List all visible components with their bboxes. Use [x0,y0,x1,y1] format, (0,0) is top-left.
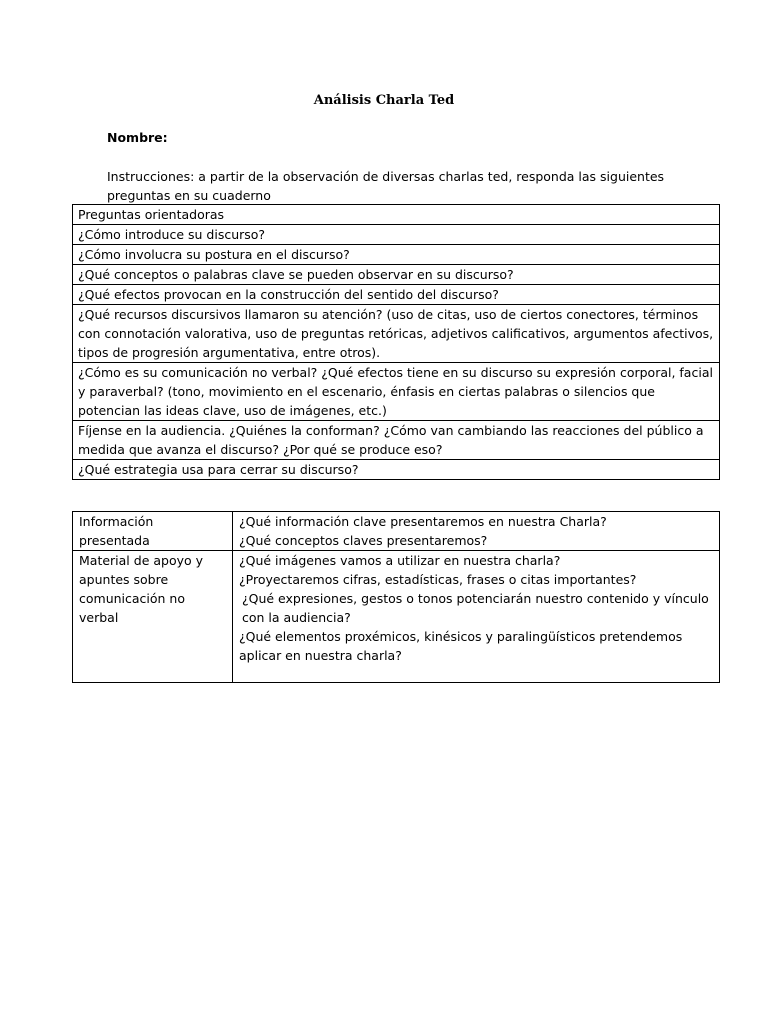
question-cell: ¿Qué recursos discursivos llamaron su atención? (uso de citas, uso de ciertos conectores, términos con connotación valorativa, uso de preguntas retóricas, adjetivos calificativos, argumentos afectivos, tipos de progresión argumentativa, entre otros). [73,305,720,363]
instructions-text: Instrucciones: a partir de la observación de diversas charlas ted, responda las siguientes preguntas en su cuaderno [107,169,665,203]
table-row [73,551,720,683]
question-line: ¿Proyectaremos cifras, estadísticas, frases o citas importantes? [239,572,637,587]
question-line: ¿Qué elementos proxémicos, kinésicos y paralingüísticos pretendemos aplicar en nuestra charla? [239,629,683,663]
table-row [73,265,720,285]
table-row [73,421,720,460]
row-label-cell: Material de apoyo y apuntes sobre comunicación no verbal [73,551,233,683]
question-line: ¿Qué conceptos claves presentaremos? [239,533,488,548]
question-cell: ¿Qué estrategia usa para cerrar su discurso? [73,460,720,480]
question-cell: ¿Cómo es su comunicación no verbal? ¿Qué efectos tiene en su discurso su expresión corporal, facial y paraverbal? (tono, movimiento en el escenario, énfasis en ciertas palabras o silencios que potencian las ideas clave, uso de imágenes, etc.) [73,363,720,421]
name-label: Nombre: [107,130,168,145]
questions-cell [233,512,720,551]
table-row [73,363,720,421]
table-header-cell: Preguntas orientadoras [73,205,720,225]
row-label-cell: Información presentada [73,512,233,551]
questions-cell [233,551,720,683]
question-line: ¿Qué información clave presentaremos en nuestra Charla? [239,514,607,529]
question-cell: ¿Cómo involucra su postura en el discurso? [73,245,720,265]
talk-planning-table [72,511,720,683]
table-row [73,305,720,363]
question-cell: ¿Qué conceptos o palabras clave se pueden observar en su discurso? [73,265,720,285]
question-cell: Fíjense en la audiencia. ¿Quiénes la conforman? ¿Cómo van cambiando las reacciones del público a medida que avanza el discurso? ¿Por qué se produce eso? [73,421,720,460]
table-row [73,460,720,480]
table-row [73,512,720,551]
guiding-questions-table [72,204,720,480]
document-title: Análisis Charla Ted [313,93,455,108]
question-cell: ¿Qué efectos provocan en la construcción del sentido del discurso? [73,285,720,305]
question-line: ¿Qué expresiones, gestos o tonos potenciarán nuestro contenido y vínculo con la audiencia? [242,591,709,625]
table-row [73,225,720,245]
table-row [73,285,720,305]
question-cell: ¿Cómo introduce su discurso? [73,225,720,245]
table-row [73,245,720,265]
table-row [73,205,720,225]
question-line: ¿Qué imágenes vamos a utilizar en nuestra charla? [239,553,561,568]
